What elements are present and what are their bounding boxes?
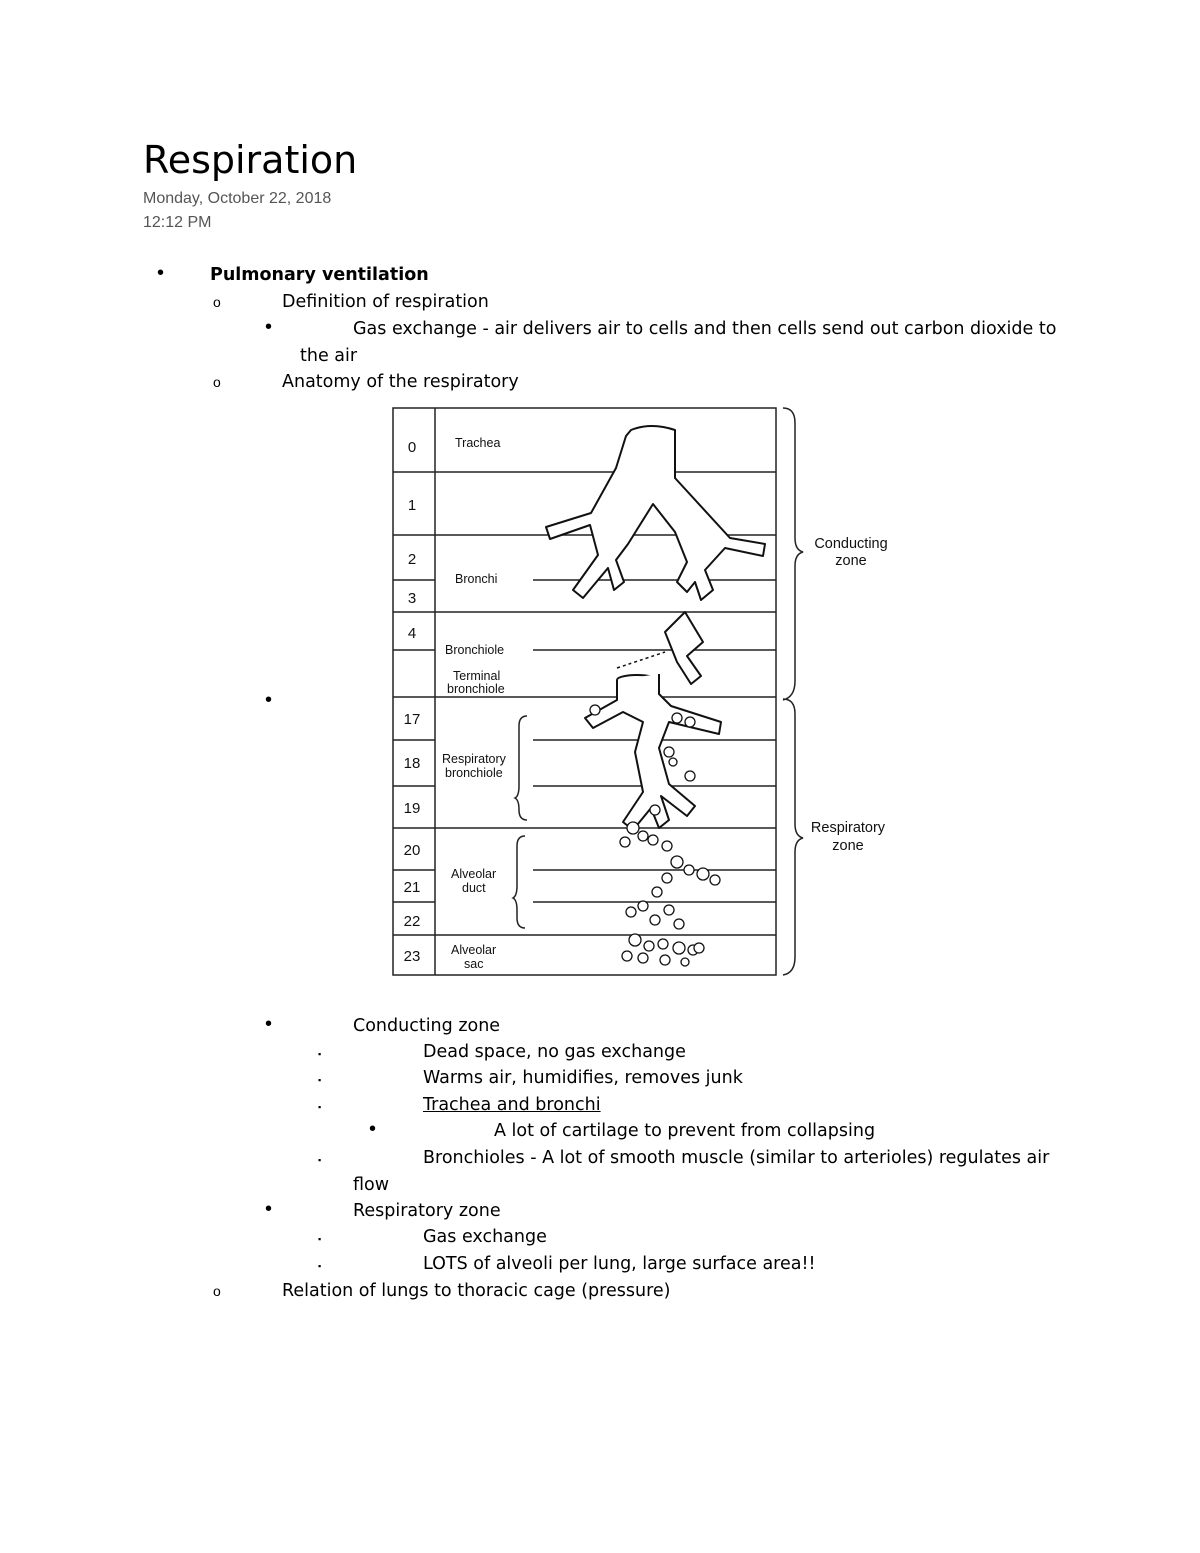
conducting-zone-brace — [783, 408, 803, 700]
outline-gas-exchange-line1: Gas exchange - air delivers air to cells and then cells send out carbon dioxide to — [353, 319, 1057, 339]
resp-bronchiole-label-1: Respiratory — [442, 752, 506, 766]
bullet-square-icon: ▪ — [318, 1155, 322, 1165]
outline-conducting-zone: Conducting zone — [353, 1016, 501, 1036]
gen-2-label: 2 — [407, 551, 417, 568]
gen-1-label: 1 — [407, 497, 417, 514]
respiratory-tree-diagram — [385, 400, 905, 985]
bullet-disc-icon: • — [265, 689, 273, 711]
gen-17-label: 17 — [403, 711, 421, 728]
conducting-zone-label-1: Conducting — [814, 536, 888, 552]
alveolar-duct-label-1: Alveolar — [451, 867, 497, 881]
gen-18-label: 18 — [403, 755, 421, 772]
gen-19-label: 19 — [403, 800, 421, 817]
resp-bronchiole-bracket — [515, 716, 527, 820]
bullet-square-icon: ▪ — [318, 1234, 322, 1244]
gen-3-label: 3 — [407, 590, 417, 607]
page-title: Respiration — [143, 138, 358, 182]
bullet-square-icon: ▪ — [318, 1102, 322, 1112]
note-date: Monday, October 22, 2018 — [143, 190, 332, 207]
bullet-disc-icon: • — [369, 1118, 377, 1140]
bullet-square-icon: ▪ — [318, 1075, 322, 1085]
conducting-zone-label-2: zone — [835, 553, 867, 569]
bullet-square-icon: ▪ — [318, 1261, 322, 1271]
trachea-label: Trachea — [455, 436, 501, 450]
outline-relation-lungs: Relation of lungs to thoracic cage (pressure) — [282, 1281, 671, 1301]
alveolar-sac-label-2: sac — [464, 957, 484, 971]
outline-anatomy: Anatomy of the respiratory — [282, 372, 519, 392]
gen-20-label: 20 — [403, 842, 421, 859]
bullet-circle-icon: o — [213, 374, 221, 390]
terminal-label-2: bronchiole — [447, 682, 505, 696]
outline-bronchioles-line1: Bronchioles - A lot of smooth muscle (similar to arterioles) regulates air — [423, 1148, 1050, 1168]
bronchial-tree — [546, 426, 765, 830]
terminal-label-1: Terminal — [453, 669, 501, 683]
outline-lots-alveoli: LOTS of alveoli per lung, large surface area!! — [423, 1254, 816, 1274]
gen-0-label: 0 — [407, 439, 417, 456]
alveolar-sac-label-1: Alveolar — [451, 943, 497, 957]
outline-cartilage: A lot of cartilage to prevent from collapsing — [494, 1121, 876, 1141]
bullet-disc-icon: • — [265, 316, 273, 338]
note-time: 12:12 PM — [143, 214, 212, 231]
gen-4-label: 4 — [407, 625, 417, 642]
outline-trachea-bronchi: Trachea and bronchi — [423, 1095, 601, 1115]
bronchiole-label: Bronchiole — [445, 643, 505, 657]
bullet-disc-icon: • — [265, 1198, 273, 1220]
outline-pulmonary-ventilation: Pulmonary ventilation — [210, 265, 429, 285]
respiratory-zone-label-1: Respiratory — [810, 820, 886, 836]
resp-bronchiole-label-2: bronchiole — [445, 766, 503, 780]
outline-definition: Definition of respiration — [282, 292, 489, 312]
outline-gas-exchange: Gas exchange — [423, 1227, 547, 1247]
gen-22-label: 22 — [403, 913, 421, 930]
bullet-disc-icon: • — [265, 1013, 273, 1035]
gen-23-label: 23 — [403, 948, 421, 965]
outline-warms-air: Warms air, humidifies, removes junk — [423, 1068, 743, 1088]
outline-bronchioles-line2: flow — [353, 1175, 390, 1195]
bullet-disc-icon: • — [157, 262, 165, 284]
bronchi-label: Bronchi — [455, 572, 498, 586]
outline-gas-exchange-line2: the air — [300, 346, 358, 366]
bullet-square-icon: ▪ — [318, 1049, 322, 1059]
terminal-connector — [617, 652, 665, 668]
respiratory-zone-brace — [783, 699, 803, 975]
alveolar-duct-label-2: duct — [462, 881, 486, 895]
gen-21-label: 21 — [403, 879, 421, 896]
respiratory-zone-label-2: zone — [832, 838, 864, 854]
outline-dead-space: Dead space, no gas exchange — [423, 1042, 686, 1062]
bullet-circle-icon: o — [213, 1283, 221, 1299]
alveolar-duct-bracket — [513, 836, 525, 928]
bullet-circle-icon: o — [213, 294, 221, 310]
outline-respiratory-zone: Respiratory zone — [353, 1201, 501, 1221]
